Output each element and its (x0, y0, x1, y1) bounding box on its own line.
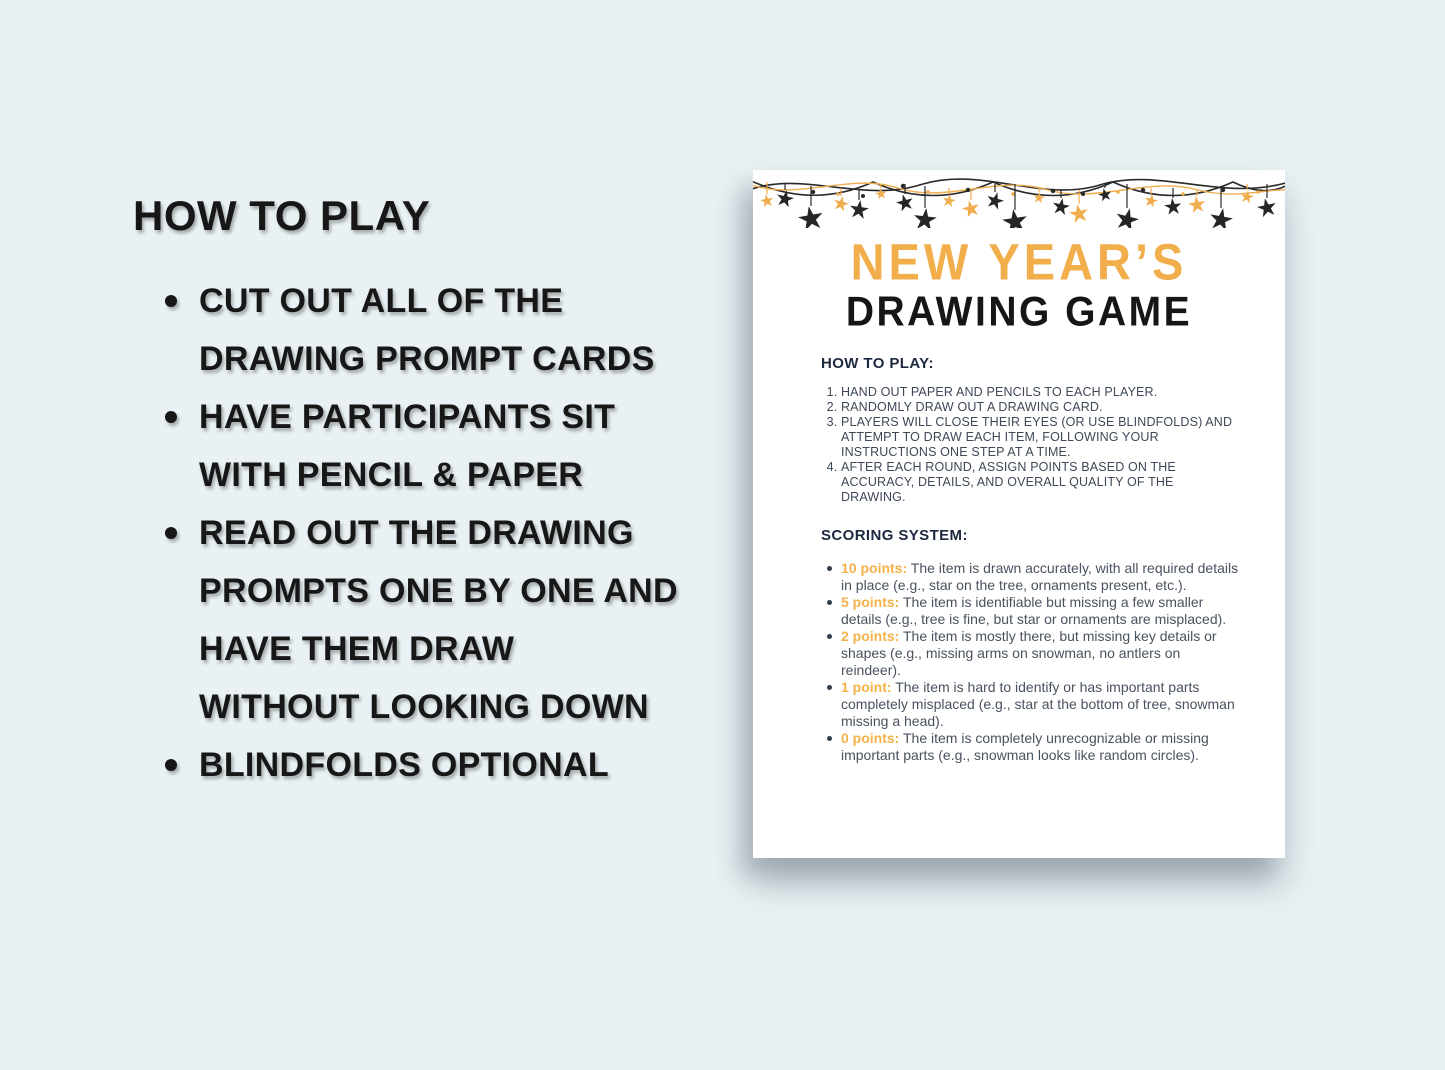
bullet-icon (165, 759, 177, 771)
bullet-icon (165, 295, 177, 307)
scoring-list (821, 560, 1241, 764)
card-body (753, 333, 1285, 764)
how-to-play-steps (821, 385, 1241, 505)
list-item-text: READ OUT THE DRAWING PROMPTS ONE BY ONE AND HAVE THEM DRAW WITHOUT LOOKING DOWN (199, 514, 678, 726)
step-item: 1. HAND OUT PAPER AND PENCILS TO EACH PLAYER. (841, 385, 1241, 400)
points-label: 10 points: (841, 560, 908, 576)
scoring-item (827, 628, 1241, 679)
scoring-item (827, 730, 1241, 764)
list-item-text: BLINDFOLDS OPTIONAL (199, 746, 609, 784)
step-item: 3. PLAYERS WILL CLOSE THEIR EYES (OR USE BLINDFOLDS) AND ATTEMPT TO DRAW EACH ITEM, FOLLOWING YOUR INSTRUCTIONS ONE STEP AT A TIME. (841, 415, 1241, 460)
scoring-system-heading: SCORING SYSTEM: (821, 527, 968, 544)
list-item (133, 388, 758, 504)
points-label: 1 point: (841, 679, 892, 695)
scoring-item (827, 560, 1241, 594)
game-instructions-card (753, 170, 1285, 858)
list-item-text: HAVE PARTICIPANTS SIT WITH PENCIL & PAPER (199, 398, 616, 494)
how-to-play-list (133, 272, 758, 794)
points-description: The item is hard to identify or has important parts completely misplaced (e.g., star at the bottom of tree, snowman missing a head). (841, 679, 1235, 729)
bullet-icon (827, 634, 832, 639)
how-to-play-panel (133, 192, 758, 794)
list-item (133, 272, 758, 388)
step-item: 2. RANDOMLY DRAW OUT A DRAWING CARD. (841, 400, 1241, 415)
star-garland-decoration (753, 170, 1285, 228)
bullet-icon (165, 411, 177, 423)
points-label: 0 points: (841, 730, 900, 746)
page-title: HOW TO PLAY (133, 192, 431, 239)
card-title-drawing-game: DRAWING GAME (845, 289, 1193, 336)
bullet-icon (827, 736, 832, 741)
points-description: The item is completely unrecognizable or missing important parts (e.g., snowman looks like random circles). (841, 730, 1209, 763)
points-description: The item is mostly there, but missing key details or shapes (e.g., missing arms on snowman, no antlers on reindeer). (841, 628, 1217, 678)
points-description: The item is identifiable but missing a few smaller details (e.g., tree is fine, but star or ornaments are misplaced). (841, 594, 1227, 627)
points-label: 5 points: (841, 594, 900, 610)
bullet-icon (165, 527, 177, 539)
card-title-new-years: NEW YEAR’S (850, 233, 1188, 291)
points-label: 2 points: (841, 628, 900, 644)
step-item: 4. AFTER EACH ROUND, ASSIGN POINTS BASED ON THE ACCURACY, DETAILS, AND OVERALL QUALITY OF THE DRAWING. (841, 460, 1241, 505)
bullet-icon (827, 685, 832, 690)
list-item (133, 736, 758, 794)
bullet-icon (827, 566, 832, 571)
how-to-play-heading: HOW TO PLAY: (821, 355, 934, 372)
list-item (133, 504, 758, 736)
scoring-item (827, 679, 1241, 730)
bullet-icon (827, 600, 832, 605)
points-description: The item is drawn accurately, with all required details in place (e.g., star on the tree, ornaments present, etc.). (841, 560, 1239, 593)
scoring-item (827, 594, 1241, 628)
list-item-text: CUT OUT ALL OF THE DRAWING PROMPT CARDS (199, 282, 655, 378)
